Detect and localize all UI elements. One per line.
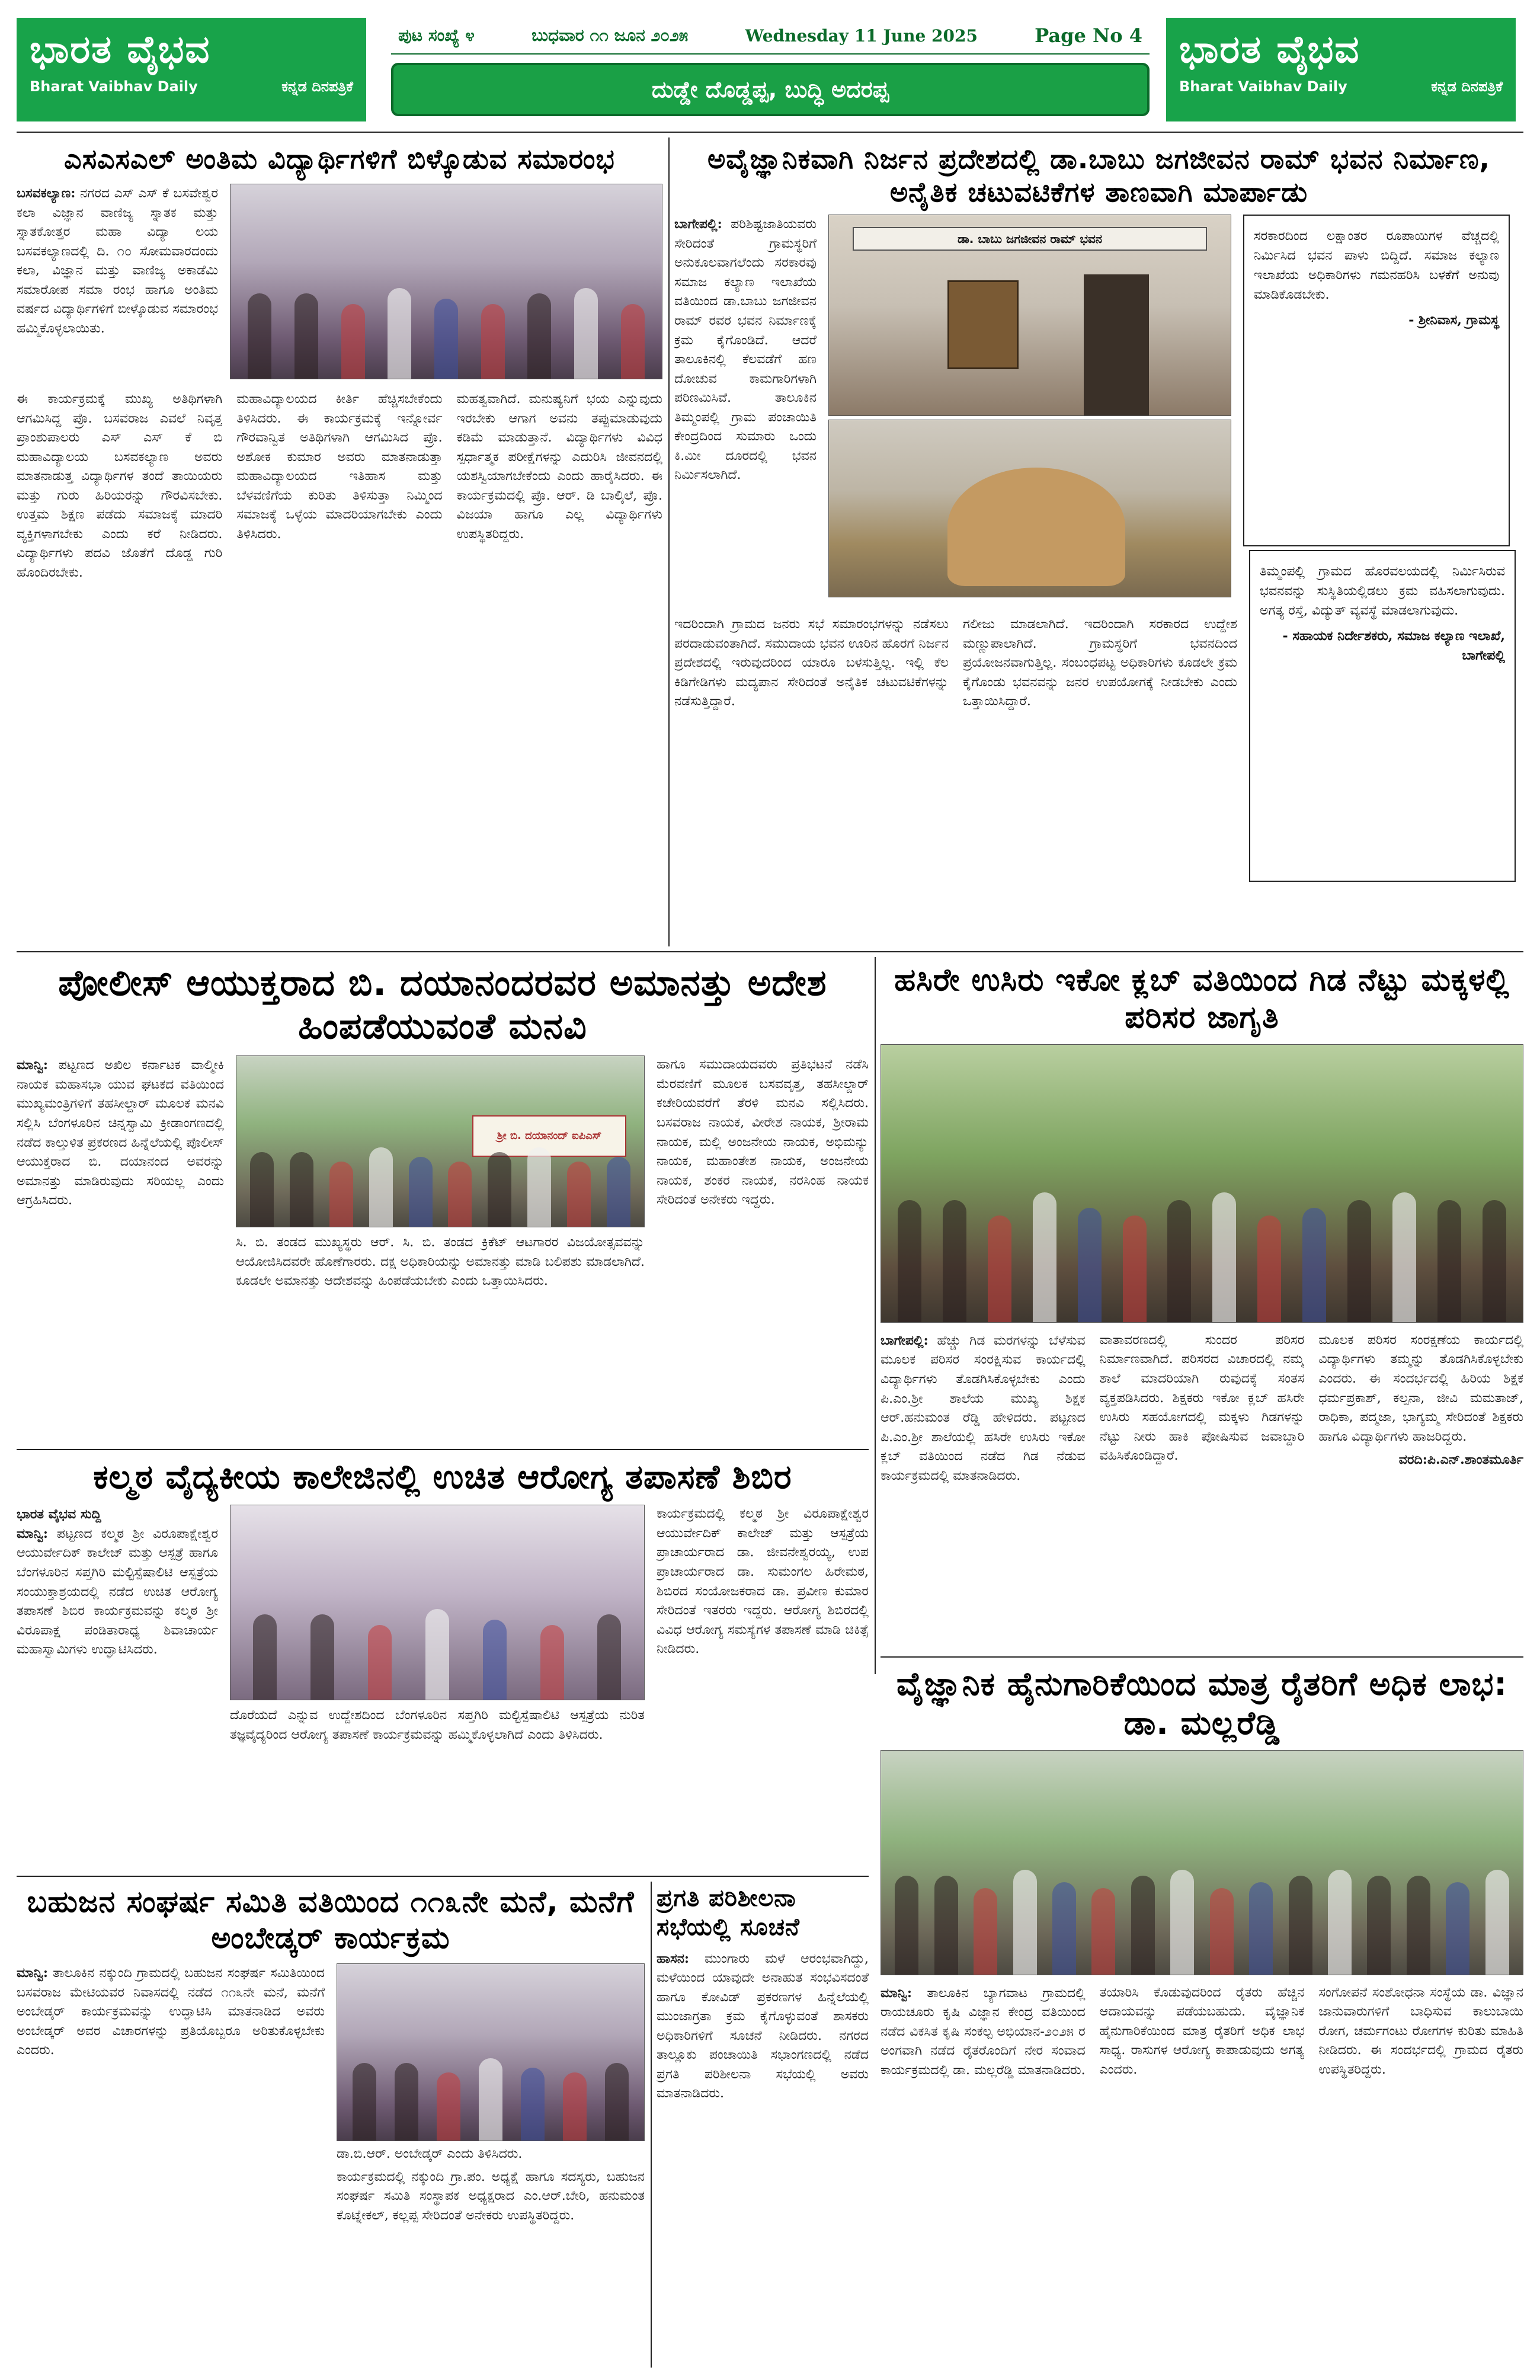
article-eco-club bbox=[881, 957, 1523, 1650]
rubble-pile bbox=[947, 468, 1125, 586]
column-text: ಪರಿಶಿಷ್ಟಜಾತಿಯವರು ಸೇರಿದಂತೆ ಗ್ರಾಮಸ್ಥರಿಗೆ ಅನುಕೂಲವಾಗಲೆಂದು ಸರಕಾರವು ಸಮಾಜ ಕಲ್ಯಾಣ ಇಲಾಖೆಯ ವತಿಯಿಂದ ಡಾ.ಬಾಬು ಜಗಜೀವನ ರಾಮ್ ರವರ ಭವನ ನಿರ್ಮಾಣಕ್ಕೆ ಕ್ರಮ ಕೈಗೊಂಡಿದೆ. ಆದರೆ ತಾಲೂಕಿನಲ್ಲಿ ಕೆಲವಡೆಗೆ ಹಣ ದೋಚುವ ಕಾಮಗಾರಿಗಳಾಗಿ ಪರಿಣಮಿಸಿವೆ. ತಾಲೂಕಿನ ತಿಮ್ಮಂಪಲ್ಲಿ ಗ್ರಾಮ ಪಂಚಾಯಿತಿ ಕೇಂದ್ರದಿಂದ ಸುಮಾರು ಒಂದು ಕಿ.ಮೀ ದೂರದಲ್ಲಿ ಭವನ ನಿರ್ಮಿಸಲಾಗಿದೆ. bbox=[674, 217, 817, 483]
protest-banner: ಶ್ರೀ ಬಿ. ದಯಾನಂದ್ ಐಪಿಎಸ್ bbox=[472, 1115, 626, 1157]
event-photo bbox=[230, 184, 662, 379]
column-1: ಈ ಕಾರ್ಯಕ್ರಮಕ್ಕೆ ಮುಖ್ಯ ಅತಿಥಿಗಳಾಗಿ ಆಗಮಿಸಿದ್ದ ಪ್ರೊ. ಬಸವರಾಜ ಎವಲೆ ನಿವೃತ್ತ ಪ್ರಾಂಶುಪಾಲರು ಎಸ್ ಎಸ್ ಕೆ ಬಿ ಮಹಾವಿದ್ಯಾಲಯ ಬಸವಕಲ್ಯಾಣ ಅವರು ಮಾತನಾಡುತ್ತ ವಿದ್ಯಾರ್ಥಿಗಳ ತಂದೆ ತಾಯಿಯರು ಮತ್ತು ಗುರು ಹಿರಿಯರನ್ನು ಗೌರವಿಸಬೇಕು. ಉತ್ತಮ ಶಿಕ್ಷಣ ಪಡೆದು ಸಮಾಜಕ್ಕೆ ಮಾದರಿ ವ್ಯಕ್ತಿಗಳಾಗಬೇಕು ಎಂದು ಕರೆ ನೀಡಿದರು. ವಿದ್ಯಾರ್ಥಿಗಳು ಪದವಿ ಜೊತೆಗೆ ದೊಡ್ಡ ಗುರಿ ಹೊಂದಿರಬೇಕು. bbox=[17, 392, 223, 581]
page-number-kannada: ಪುಟ ಸಂಖ್ಯೆ ೪ bbox=[398, 25, 475, 45]
column-1 bbox=[881, 1331, 1086, 1627]
date-kannada: ಬುಧವಾರ ೧೧ ಜೂನ ೨೦೨೫ bbox=[532, 25, 689, 45]
article-progress-review bbox=[657, 1882, 869, 2368]
masthead-divider bbox=[17, 132, 1523, 133]
dateline: ಬಾಗೇಪಲ್ಲಿ: bbox=[881, 1332, 929, 1348]
window bbox=[947, 280, 1019, 369]
column-text: ಪಟ್ಟಣದ ಅಖಿಲ ಕರ್ನಾಟಕ ವಾಲ್ಮೀಕಿ ನಾಯಕ ಮಹಾಸಭಾ ಯುವ ಘಟಕದ ವತಿಯಿಂದ ಮುಖ್ಯಮಂತ್ರಿಗಳಿಗೆ ತಹಸೀಲ್ದಾರ್ ಮೂಲಕ ಮನವಿ ಸಲ್ಲಿಸಿ ಬೆಂಗಳೂರಿನ ಚಿನ್ನಸ್ವಾಮಿ ಕ್ರೀಡಾಂಗಣದಲ್ಲಿ ನಡೆದ ಕಾಲ್ತುಳಿತ ಪ್ರಕರಣದ ಹಿನ್ನೆಲೆಯಲ್ಲಿ ಪೊಲೀಸ್ ಆಯುಕ್ತರಾದ ಬಿ. ದಯಾನಂದ ಅವರನ್ನು ಅಮಾನತ್ತು ಮಾಡಿರುವುದು ಸರಿಯಲ್ಲ ಎಂದು ಆಗ್ರಹಿಸಿದರು. bbox=[17, 1058, 224, 1208]
dateline: ಬಾಗೇಪಲ್ಲಿ: bbox=[674, 216, 722, 232]
dateline: ಬಸವಕಲ್ಯಾಣ: bbox=[17, 185, 76, 201]
column-2: ವಾತಾವರಣದಲ್ಲಿ ಸುಂದರ ಪರಿಸರ ನಿರ್ಮಾಣವಾಗಿದೆ. ಪರಿಸರದ ವಿಚಾರದಲ್ಲಿ ನಮ್ಮ ಶಾಲೆ ಮಾದರಿಯಾಗಿ ರುವುದಕ್ಕೆ ಸಂತಸ ವ್ಯಕ್ತಪಡಿಸಿದರು. ಶಿಕ್ಷಕರು ಇಕೋ ಕ್ಲಬ್ ಹಸಿರೇ ಉಸಿರು ಸಹಯೋಗದಲ್ಲಿ ಮಕ್ಕಳು ಗಿಡಗಳನ್ನು ನೆಟ್ಟು ನೀರು ಹಾಕಿ ಪೋಷಿಸುವ ಜವಾಬ್ದಾರಿ ವಹಿಸಿಕೊಂಡಿದ್ದಾರೆ. bbox=[1099, 1332, 1305, 1464]
headline: ಹಸಿರೇ ಉಸಿರು ಇಕೋ ಕ್ಲಬ್ ವತಿಯಿಂದ ಗಿಡ ನೆಟ್ಟು ಮಕ್ಕಳಲ್ಲಿ ಪರಿಸರ ಜಾಗೃತಿ bbox=[894, 962, 1510, 1036]
article-health-camp bbox=[17, 1455, 869, 1870]
column-3: ಹಾಗೂ ಸಮುದಾಯದವರು ಪ್ರತಿಭಟನೆ ನಡೆಸಿ ಮೆರವಣಿಗೆ ಮೂಲಕ ಬಸವವೃತ್ತ, ತಹಸೀಲ್ದಾರ್ ಕಚೇರಿಯವರೆಗೆ ತೆರಳಿ ಮನವಿ ಸಲ್ಲಿಸಿದರು. ಬಸವರಾಜ ನಾಯಕ, ವೀರೇಶ ನಾಯಕ, ಶ್ರೀರಾಮ ನಾಯಕ, ಮಲ್ಲಿ ಅಂಜನೇಯ ನಾಯಕ, ಅಭಿಮನ್ಯು ನಾಯಕ, ಮಹಾಂತೇಶ ನಾಯಕ, ಅಂಜನೇಯ ನಾಯಕ, ಶಂಕರ ನಾಯಕ, ನರಸಿಂಹ ನಾಯಕ ಸೇರಿದಂತೆ ಅನೇಕರು ಇದ್ದರು. bbox=[657, 1057, 869, 1208]
column-3: ಗಲೀಜು ಮಾಡಲಾಗಿದೆ. ಇದರಿಂದಾಗಿ ಸರಕಾರದ ಉದ್ದೇಶ ಮಣ್ಣುಪಾಲಾಗಿದೆ. ಗ್ರಾಮಸ್ಥರಿಗೆ ಭವನದಿಂದ ಪ್ರಯೋಜನವಾಗುತ್ತಿಲ್ಲ. ಸಂಬಂಧಪಟ್ಟ ಅಧಿಕಾರಿಗಳು ಕೂಡಲೇ ಕ್ರಮ ಕೈಗೊಂಡು ಭವನವನ್ನು ಜನರ ಉಪಯೋಗಕ್ಕೆ ನೀಡಬೇಕು ಎಂದು ಒತ್ತಾಯಿಸಿದ್ದಾರೆ. bbox=[963, 617, 1237, 709]
lead-text: ನಗರದ ಎಸ್ ಎಸ್ ಕೆ ಬಸವೇಶ್ವರ ಕಲಾ ವಿಜ್ಞಾನ ವಾಣಿಜ್ಯ ಸ್ನಾತಕ ಮತ್ತು ಸ್ನಾತಕೋತ್ತರ ಮಹಾ ವಿದ್ಯಾ ಲಯ ಬಸವಕಲ್ಯಾಣದಲ್ಲಿ ದಿ. ೧೦ ಸೋಮವಾರದಂದು ಕಲಾ, ವಿಜ್ಞಾನ ಮತ್ತು ವಾಣಿಜ್ಯ ಅಕಾಡೆಮಿ ಸಮಾರೋಪ ಸಮಾ ರಂಭ ಹಾಗೂ ಅಂತಿಮ ವರ್ಷದ ವಿದ್ಯಾರ್ಥಿಗಳಿಗೆ ಬೀಳ್ಕೊಡುವ ಸಮಾರಂಭ ಹಮ್ಮಿಕೊಳ್ಳಲಾಯಿತು. bbox=[17, 186, 218, 336]
lead-paragraph bbox=[17, 184, 218, 379]
health-camp-photo bbox=[230, 1505, 645, 1700]
event-photo bbox=[337, 1963, 645, 2141]
article-sslc-farewell bbox=[17, 137, 662, 946]
protest-photo bbox=[236, 1055, 645, 1227]
column-1 bbox=[17, 1505, 218, 1848]
farmers-group-photo bbox=[881, 1750, 1523, 1975]
column-3: ಮಹತ್ವವಾಗಿದೆ. ಮನುಷ್ಯನಿಗೆ ಭಯ ಎನ್ನುವುದು ಇರಬೇಕು ಆಗಾಗ ಅವನು ತಪ್ಪುಮಾಡುವುದು ಕಡಿಮೆ ಮಾಡುತ್ತಾನೆ. ವಿದ್ಯಾರ್ಥಿಗಳು ವಿವಿಧ ಸ್ಪರ್ಧಾತ್ಮಕ ಪರೀಕ್ಷೆಗಳನ್ನು ಎದುರಿಸಿ ಜೀವನದಲ್ಲಿ ಯಶಸ್ವಿಯಾಗಬೇಕೆಂದು ಎಂದು ಹಾರೈಸಿದರು. ಈ ಕಾರ್ಯಕ್ರಮದಲ್ಲಿ ಪ್ರೊ. ಆರ್. ಡಿ ಬಾಲ್ಕಿಲೆ, ಪ್ರೊ. ವಿಜಯಾ ಹಾಗೂ ಎಲ್ಲ ವಿದ್ಯಾರ್ಥಿಗಳು ಉಪಸ್ಥಿತರಿದ್ದರು. bbox=[456, 392, 662, 542]
masthead-logo-right bbox=[1166, 18, 1516, 121]
column-3: ಕಾರ್ಯಕ್ರಮದಲ್ಲಿ ಕಲ್ಮಠ ಶ್ರೀ ವಿರೂಪಾಕ್ಷೇಶ್ವರ ಆಯುರ್ವೇದಿಕ್ ಕಾಲೇಜ್ ಮತ್ತು ಆಸ್ಪತ್ರೆಯ ಪ್ರಾಚಾರ್ಯರಾದ ಡಾ. ಜೀವನೇಶ್ವರಯ್ಯ, ಉಪ ಪ್ರಾಚಾರ್ಯರಾದ ಡಾ. ಸುಮಂಗಲ ಹಿರೇಮಠ, ಶಿಬಿರದ ಸಂಯೋಜಕರಾದ ಡಾ. ಪ್ರವೀಣ ಕುಮಾರ ಸೇರಿದಂತೆ ಇತರರು ಇದ್ದರು. ಆರೋಗ್ಯ ಶಿಬಿರದಲ್ಲಿ ವಿವಿಧ ಆರೋಗ್ಯ ಸಮಸ್ಯೆಗಳ ತಪಾಸಣೆ ಮಾಡಿ ಚಿಕಿತ್ಸೆ ನೀಡಿದರು. bbox=[657, 1506, 869, 1657]
column-text: ತಾಲೂಕಿನ ನಕ್ಕುಂದಿ ಗ್ರಾಮದಲ್ಲಿ ಬಹುಜನ ಸಂಘರ್ಷ ಸಮಿತಿಯಿಂದ ಬಸವರಾಜ ಮೇಟಿಯವರ ನಿವಾಸದಲ್ಲಿ ನಡೆದ ೧೧೩ನೇ ಮನೆ, ಮನೆಗೆ ಅಂಬೇಡ್ಕರ್ ಕಾರ್ಯಕ್ರಮವನ್ನು ಉದ್ಘಾಟಿಸಿ ಮಾತನಾಡಿದ ಅವರು ಅಂಬೇಡ್ಕರ್ ಅವರ ವಿಚಾರಗಳನ್ನು ಪ್ರತಿಯೊಬ್ಬರೂ ಅರಿತುಕೊಳ್ಳಬೇಕು ಎಂದರು. bbox=[17, 1966, 325, 2058]
dateline: ಮಾನ್ವಿ: bbox=[17, 1057, 48, 1073]
column-2: ತಯಾರಿಸಿ ಕೊಡುವುದರಿಂದ ರೈತರು ಹೆಚ್ಚಿನ ಆದಾಯವನ್ನು ಪಡೆಯಬಹುದು. ವೈಜ್ಞಾನಿಕ ಹೈನುಗಾರಿಕೆಯಿಂದ ಮಾತ್ರ ರೈತರಿಗೆ ಅಧಿಕ ಲಾಭ ಸಾಧ್ಯ. ರಾಸುಗಳ ಆರೋಗ್ಯ ಕಾಪಾಡುವುದು ಅಗತ್ಯ ಎಂದರು. bbox=[1099, 1985, 1305, 2077]
column-2: ಮಹಾವಿದ್ಯಾಲಯದ ಕೀರ್ತಿ ಹೆಚ್ಚಿಸಬೇಕೆಂದು ತಿಳಿಸಿದರು. ಈ ಕಾರ್ಯಕ್ರಮಕ್ಕೆ ಇನ್ನೋರ್ವ ಗೌರವಾನ್ವಿತ ಅತಿಥಿಗಳಾಗಿ ಆಗಮಿಸಿದ ಪ್ರೊ. ಅಶೋಕ ಕುಮಾರ ಅವರು ಮಾತನಾಡುತ್ತಾ ಮಹಾವಿದ್ಯಾಲಯದ ಇತಿಹಾಸ ಮತ್ತು ಬೆಳವಣಿಗೆಯ ಕುರಿತು ತಿಳಿಸುತ್ತಾ ನಿಮ್ಮಿಂದ ಸಮಾಜಕ್ಕೆ ಒಳ್ಳೆಯ ಮಾದರಿಯಾಗಬೇಕು ಎಂದು ತಿಳಿಸಿದರು. bbox=[236, 392, 443, 542]
logo-kannada-sub: ಕನ್ನಡ ದಿನಪತ್ರಿಕೆ bbox=[1431, 78, 1503, 95]
headline: ಪ್ರಗತಿ ಪರಿಶೀಲನಾ ಸಭೆಯಲ್ಲಿ ಸೂಚನೆ bbox=[657, 1885, 800, 1941]
quote-signature: - ಸಹಾಯಕ ನಿರ್ದೇಶಕರು, ಸಮಾಜ ಕಲ್ಯಾಣ ಇಲಾಖೆ, ಬಾಗೇಪಲ್ಲಿ bbox=[1282, 628, 1505, 664]
headline: ಕಲ್ಮಠ ವೈದ್ಯಕೀಯ ಕಾಲೇಜಿನಲ್ಲಿ ಉಚಿತ ಆರೋಗ್ಯ ತಪಾಸಣೆ ಶಿಬಿರ bbox=[93, 1458, 792, 1496]
dateline: ಹಾಸನ: bbox=[657, 1950, 690, 1966]
column-3: ಸಂಗೋಪನೆ ಸಂಶೋಧನಾ ಸಂಸ್ಥೆಯ ಡಾ. ವಿಜ್ಞಾನ ಜಾನುವಾರುಗಳಿಗೆ ಬಾಧಿಸುವ ಕಾಲುಬಾಯಿ ರೋಗ, ಚರ್ಮಗಂಟು ರೋಗಗಳ ಕುರಿತು ಮಾಹಿತಿ ನೀಡಿದರು. ಈ ಸಂದರ್ಭದಲ್ಲಿ ಗ್ರಾಮದ ರೈತರು ಉಪಸ್ಥಿತರಿದ್ದರು. bbox=[1318, 1985, 1524, 2077]
section-divider bbox=[17, 951, 1523, 952]
quote-text: ತಿಮ್ಮಂಪಲ್ಲಿ ಗ್ರಾಮದ ಹೊರವಲಯದಲ್ಲಿ ನಿರ್ಮಿಸಿರುವ ಭವನವನ್ನು ಸುಸ್ಥಿತಿಯಲ್ಲಿಡಲು ಕ್ರಮ ವಹಿಸಲಾಗುವುದು. ಅಗತ್ಯ ರಸ್ತೆ, ವಿದ್ಯುತ್ ವ್ಯವಸ್ಥೆ ಮಾಡಲಾಗುವುದು. bbox=[1260, 564, 1505, 619]
dateline: ಮಾನ್ವಿ: bbox=[17, 1965, 48, 1981]
logo-kannada-sub: ಕನ್ನಡ ದಿನಪತ್ರಿಕೆ bbox=[281, 78, 353, 95]
column-text: ಹೆಚ್ಚು ಗಿಡ ಮರಗಳನ್ನು ಬೆಳೆಸುವ ಮೂಲಕ ಪರಿಸರ ಸಂರಕ್ಷಿಸುವ ಕಾರ್ಯದಲ್ಲಿ ವಿದ್ಯಾರ್ಥಿಗಳು ತೊಡಗಿಸಿಕೊಳ್ಳಬೇಕು ಎಂದು ಪಿ.ಎಂ.ಶ್ರೀ ಶಾಲೆಯ ಮುಖ್ಯ ಶಿಕ್ಷಕ ಆರ್.ಹನುಮಂತ ರೆಡ್ಡಿ ಹೇಳಿದರು. ಪಟ್ಟಣದ ಪಿ.ಎಂ.ಶ್ರೀ ಶಾಲೆಯಲ್ಲಿ ಹಸಿರೇ ಉಸಿರು ಇಕೋ ಕ್ಲಬ್ ವತಿಯಿಂದ ನಡೆದ ಗಿಡ ನೆಡುವ ಕಾರ್ಯಕ್ರಮದಲ್ಲಿ ಮಾತನಾಡಿದರು. bbox=[881, 1333, 1086, 1483]
column-divider bbox=[668, 137, 670, 946]
logo-name: ಭಾರತ ವೈಭವ bbox=[30, 28, 211, 72]
logo-english-name: Bharat Vaibhav Daily bbox=[30, 78, 198, 95]
column-1 bbox=[674, 215, 817, 606]
dateline: ಮಾನ್ವಿ: bbox=[881, 1985, 912, 2001]
column-1 bbox=[657, 1949, 869, 2364]
headline: ಅವೈಜ್ಞಾನಿಕವಾಗಿ ನಿರ್ಜನ ಪ್ರದೇಶದಲ್ಲಿ ಡಾ.ಬಾಬು ಜಗಜೀವನ ರಾಮ್ ಭವನ ನಿರ್ಮಾಣ, ಅನೈತಿಕ ಚಟುವಟಿಕೆಗಳ ತಾಣವಾಗಿ ಮಾರ್ಪಾಡು bbox=[707, 143, 1490, 209]
page-number-english: Page No 4 bbox=[1035, 24, 1142, 47]
column-divider bbox=[651, 1882, 652, 2368]
logo-english-name: Bharat Vaibhav Daily bbox=[1179, 78, 1347, 95]
quote-signature: - ಶ್ರೀನಿವಾಸ, ಗ್ರಾಮಸ್ಥ bbox=[1408, 312, 1499, 328]
column-1 bbox=[881, 1984, 1086, 2339]
byline: ಭಾರತ ವೈಭವ ಸುದ್ದಿ bbox=[17, 1506, 101, 1522]
article-bahujan-sangharsha-samiti bbox=[17, 1882, 645, 2368]
tree-planting-photo bbox=[881, 1044, 1523, 1323]
column-2: ಕಾರ್ಯಕ್ರಮದಲ್ಲಿ ನಕ್ಕುಂದಿ ಗ್ರಾ.ಪಂ. ಅಧ್ಯಕ್ಷೆ ಹಾಗೂ ಸದಸ್ಯರು, ಬಹುಜನ ಸಂಘರ್ಷ ಸಮಿತಿ ಸಂಸ್ಥಾಪಕ ಅಧ್ಯಕ್ಷರಾದ ಎಂ.ಆರ್.ಬೇರಿ, ಹನುಮಂತ ಕೊಟ್ನೇಕಲ್, ಕಲ್ಲಪ್ಪ ಸೇರಿದಂತೆ ಅನೇಕರು ಉಪಸ್ಥಿತರಿದ್ದರು. bbox=[337, 2169, 645, 2223]
masthead-center bbox=[391, 18, 1150, 121]
article-jagjivan-ram-bhavan bbox=[674, 137, 1523, 946]
building-photo bbox=[828, 215, 1231, 416]
reporter-credit: ವರದಿ:ಪಿ.ಎನ್.ಶಾಂತಮೂರ್ತಿ bbox=[1398, 1452, 1524, 1468]
rubble-photo bbox=[828, 420, 1231, 597]
headline: ವೈಜ್ಞಾನಿಕ ಹೈನುಗಾರಿಕೆಯಿಂದ ಮಾತ್ರ ರೈತರಿಗೆ ಅಧಿಕ ಲಾಭ: ಡಾ. ಮಲ್ಲರೆಡ್ಡಿ bbox=[897, 1665, 1507, 1742]
column-2: ಸಿ. ಬಿ. ತಂಡದ ಮುಖ್ಯಸ್ಥರು ಆರ್. ಸಿ. ಬಿ. ತಂಡದ ಕ್ರಿಕೆಟ್ ಆಟಗಾರರ ವಿಜಯೋತ್ಸವವನ್ನು ಆಯೋಜಿಸಿದವರೇ ಹೊಣೆಗಾರರು. ದಕ್ಷ ಅಧಿಕಾರಿಯನ್ನು ಅಮಾನತ್ತು ಮಾಡಿ ಬಲಿಪಶು ಮಾಡಲಾಗಿದೆ. ಕೂಡಲೇ ಅಮಾನತ್ತು ಆದೇಶವನ್ನು ಹಿಂಪಡೆಯಬೇಕು ಎಂದು ಒತ್ತಾಯಿಸಿದರು. bbox=[236, 1235, 645, 1289]
column-1 bbox=[17, 1055, 224, 1423]
article-police-commissioner bbox=[17, 957, 869, 1443]
doorway bbox=[1084, 274, 1149, 416]
photo-caption: ಡಾ.ಬಿ.ಆರ್. ಅಂಬೇಡ್ಕರ್ ಎಂದು ತಿಳಿಸಿದರು. bbox=[337, 2147, 523, 2161]
article-scientific-dairy-farming bbox=[881, 1662, 1523, 2368]
section-divider bbox=[17, 1449, 869, 1450]
building-sign: ಡಾ. ಬಾಬು ಜಗಜೀವನ ರಾಮ್ ಭವನ bbox=[853, 227, 1207, 251]
headline: ಬಹುಜನ ಸಂಘರ್ಷ ಸಮಿತಿ ವತಿಯಿಂದ ೧೧೩ನೇ ಮನೆ, ಮನೆಗೆ ಅಂಬೇಡ್ಕರ್ ಕಾರ್ಯಕ್ರಮ bbox=[27, 1885, 635, 1955]
column-1 bbox=[17, 1963, 325, 2343]
headline: ಪೋಲೀಸ್ ಆಯುಕ್ತರಾದ ಬಿ. ದಯಾನಂದರವರ ಅಮಾನತ್ತು ಅದೇಶ ಹಿಂಪಡೆಯುವಂತೆ ಮನವಿ bbox=[58, 962, 827, 1048]
masthead-tagline: ದುಡ್ಡೇ ದೊಡ್ಡಪ್ಪ, ಬುದ್ಧಿ ಅದರಪ್ಪ bbox=[391, 63, 1150, 116]
logo-name: ಭಾರತ ವೈಭವ bbox=[1179, 28, 1360, 72]
column-text: ಪಟ್ಟಣದ ಕಲ್ಮಠ ಶ್ರೀ ವಿರೂಪಾಕ್ಷೇಶ್ವರ ಆಯುರ್ವೇದಿಕ್ ಕಾಲೇಜ್ ಮತ್ತು ಆಸ್ಪತ್ರೆ ಹಾಗೂ ಬೆಂಗಳೂರಿನ ಸಪ್ತಗಿರಿ ಮಲ್ಟಿಸ್ಪೆಷಾಲಿಟಿ ಆಸ್ಪತ್ರೆಯ ಸಂಯುಕ್ತಾಶ್ರಯದಲ್ಲಿ ನಡೆದ ಉಚಿತ ಆರೋಗ್ಯ ತಪಾಸಣೆ ಶಿಬಿರ ಕಾರ್ಯಕ್ರಮವನ್ನು ಕಲ್ಮಠ ಶ್ರೀ ವಿರೂಪಾಕ್ಷ ಪಂಡಿತಾರಾಧ್ಯ ಶಿವಾಚಾರ್ಯ ಮಹಾಸ್ವಾಮಿಗಳು ಉದ್ಘಾಟಿಸಿದರು. bbox=[17, 1526, 218, 1658]
date-row bbox=[391, 18, 1150, 55]
headline: ಎಸಎಸಎಲ್ ಅಂತಿಮ ವಿದ್ಯಾರ್ಥಿಗಳಿಗೆ ಬಿಳ್ಕೊಡುವ ಸಮಾರಂಭ bbox=[64, 143, 615, 175]
quote-text: ಸರಕಾರದಿಂದ ಲಕ್ಷಾಂತರ ರೂಪಾಯಿಗಳ ವೆಚ್ಚದಲ್ಲಿ ನಿರ್ಮಿಸಿದ ಭವನ ಪಾಳು ಬಿದ್ದಿದೆ. ಸಮಾಜ ಕಲ್ಯಾಣ ಇಲಾಖೆಯ ಅಧಿಕಾರಿಗಳು ಗಮನಹರಿಸಿ ಬಳಕೆಗೆ ಅನುವು ಮಾಡಿಕೊಡಬೇಕು. bbox=[1254, 229, 1499, 303]
sidebar-boxes bbox=[1243, 215, 1510, 606]
column-text: ಮುಂಗಾರು ಮಳೆ ಆರಂಭವಾಗಿದ್ದು, ಮಳೆಯಿಂದ ಯಾವುದೇ ಅನಾಹುತ ಸಂಭವಿಸದಂತೆ ಹಾಗೂ ಕೋವಿಡ್ ಪ್ರಕರಣಗಳ ಹಿನ್ನೆಲೆಯಲ್ಲಿ ಮುಂಜಾಗ್ರತಾ ಕ್ರಮ ಕೈಗೊಳ್ಳುವಂತೆ ಶಾಸಕರು ಅಧಿಕಾರಿಗಳಿಗೆ ಸೂಚನೆ ನೀಡಿದರು. ನಗರದ ತಾಲ್ಲೂಕು ಪಂಚಾಯಿತಿ ಸಭಾಂಗಣದಲ್ಲಿ ನಡೆದ ಪ್ರಗತಿ ಪರಿಶೀಲನಾ ಸಭೆಯಲ್ಲಿ ಅವರು ಮಾತನಾಡಿದರು. bbox=[657, 1951, 869, 2101]
section-divider bbox=[17, 1876, 869, 1877]
column-3 bbox=[1318, 1331, 1523, 1627]
column-2: ಇದರಿಂದಾಗಿ ಗ್ರಾಮದ ಜನರು ಸಭೆ ಸಮಾರಂಭಗಳನ್ನು ನಡೆಸಲು ಪರದಾಡುವಂತಾಗಿದೆ. ಸಮುದಾಯ ಭವನ ಊರಿನ ಹೊರಗೆ ನಿರ್ಜನ ಪ್ರದೇಶದಲ್ಲಿ ಇರುವುದರಿಂದ ಯಾರೂ ಬಳಸುತ್ತಿಲ್ಲ. ಇಲ್ಲಿ ಕೆಲ ಕಿಡಿಗೇಡಿಗಳು ಮದ್ಯಪಾನ ಸೇರಿದಂತೆ ಅನೈತಿಕ ಚಟುವಟಿಕೆಗಳನ್ನು ನಡೆಸುತ್ತಿದ್ದಾರೆ. bbox=[674, 617, 949, 709]
dateline: ಮಾನ್ವಿ: bbox=[17, 1525, 48, 1541]
column-divider bbox=[875, 957, 876, 1674]
column-2: ದೊರೆಯದೆ ಎನ್ನುವ ಉದ್ದೇಶದಿಂದ ಬೆಂಗಳೂರಿನ ಸಪ್ತಗಿರಿ ಮಲ್ಟಿಸ್ಪೆಷಾಲಿಟಿ ಆಸ್ಪತ್ರೆಯ ನುರಿತ ತಜ್ಞವೈದ್ಯರಿಂದ ಆರೋಗ್ಯ ತಪಾಸಣೆ ಕಾರ್ಯಕ್ರಮವನ್ನು ಹಮ್ಮಿಕೊಳ್ಳಲಾಗಿದೆ ಎಂದು ತಿಳಿಸಿದರು. bbox=[230, 1708, 645, 1742]
quote-box-villager bbox=[1243, 215, 1510, 546]
date-english: Wednesday 11 June 2025 bbox=[745, 25, 978, 46]
masthead-logo-left bbox=[17, 18, 366, 121]
column-text: ತಾಲೂಕಿನ ಬ್ಯಾಗವಾಟ ಗ್ರಾಮದಲ್ಲಿ ರಾಯಚೂರು ಕೃಷಿ ವಿಜ್ಞಾನ ಕೇಂದ್ರ ವತಿಯಿಂದ ನಡೆದ ವಿಕಸಿತ ಕೃಷಿ ಸಂಕಲ್ಪ ಅಭಿಯಾನ-೨೦೨೫ ರ ಅಂಗವಾಗಿ ನಡೆದ ರೈತರೊಂದಿಗೆ ನೇರ ಸಂವಾದ ಕಾರ್ಯಕ್ರಮದಲ್ಲಿ ಡಾ. ಮಲ್ಲರೆಡ್ಡಿ ಮಾತನಾಡಿದರು. bbox=[881, 1985, 1086, 2078]
quote-box-officer bbox=[1249, 550, 1516, 882]
section-divider bbox=[881, 1656, 1523, 1658]
column-text: ಮೂಲಕ ಪರಿಸರ ಸಂರಕ್ಷಣೆಯ ಕಾರ್ಯದಲ್ಲಿ ವಿದ್ಯಾರ್ಥಿಗಳು ತಮ್ಮನ್ನು ತೊಡಗಿಸಿಕೊಳ್ಳಬೇಕು ಎಂದರು. ಈ ಸಂದರ್ಭದಲ್ಲಿ ಹಿರಿಯ ಶಿಕ್ಷಕ ಧರ್ಮಪ್ರಕಾಶ್, ಕಲ್ಪನಾ, ಜೀವಿ ಮಮತಾಜ್, ರಾಧಿಕಾ, ಪದ್ಮಜಾ, ಭಾಗ್ಯಮ್ಮ ಸೇರಿದಂತೆ ಶಿಕ್ಷಕರು ಹಾಗೂ ವಿದ್ಯಾರ್ಥಿಗಳು ಹಾಜರಿದ್ದರು. bbox=[1318, 1332, 1524, 1444]
